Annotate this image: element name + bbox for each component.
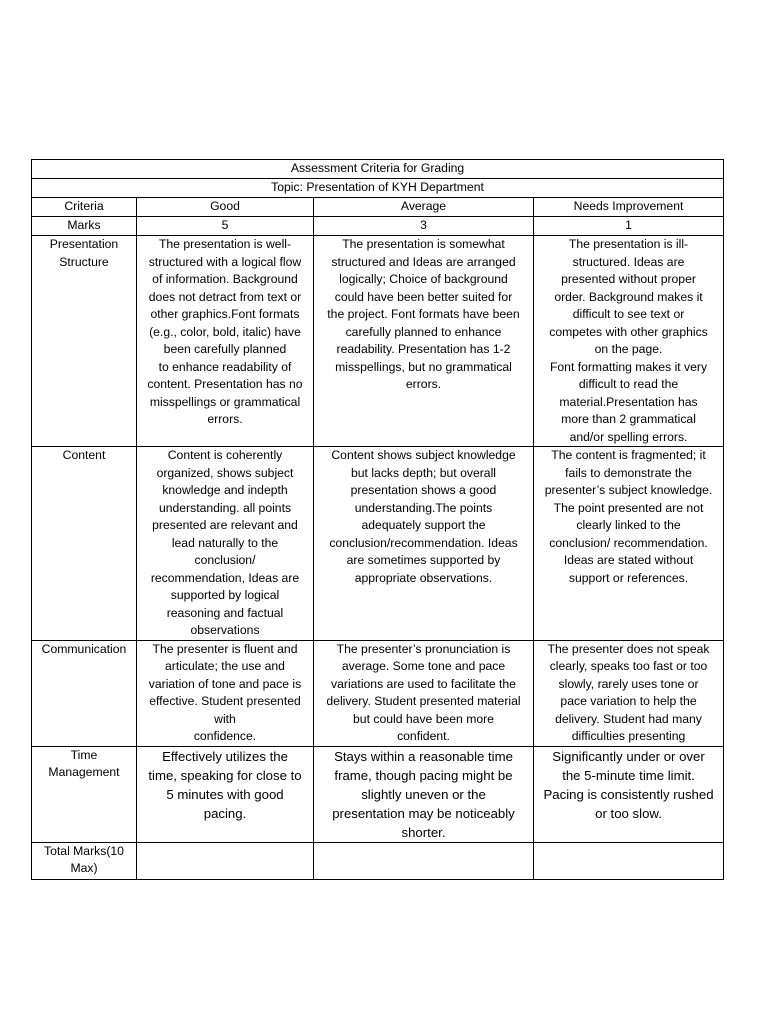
criteria-cell	[32, 746, 137, 842]
text-line: Effectively utilizes the	[162, 748, 288, 764]
header-needs-improvement: Needs Improvement	[534, 198, 724, 217]
text-line: Communication	[41, 641, 127, 656]
text-line: organized, shows subject	[156, 465, 294, 480]
text-line: time, speaking for close to	[148, 767, 302, 783]
needs-improvement-description	[534, 640, 724, 746]
average-description	[314, 236, 534, 447]
text-line: content. Presentation has no	[147, 377, 303, 391]
total-needs-improvement-cell	[534, 842, 724, 879]
text-line: the project. Font formats have been	[327, 307, 520, 321]
text-line: The presenter is fluent and	[152, 641, 298, 656]
row-time-management	[32, 746, 724, 842]
text-line: presented without proper	[561, 272, 696, 286]
text-line: errors.	[405, 377, 442, 391]
text-line: Total Marks(10	[44, 843, 124, 858]
text-line: observations	[190, 623, 260, 637]
text-line: clearly linked to the	[576, 518, 681, 532]
text-line: reasoning and factual	[166, 605, 284, 620]
text-line: fails to demonstrate the	[565, 465, 692, 480]
text-line: The presenter does not speak	[547, 641, 710, 656]
text-line: Presentation	[49, 237, 119, 251]
text-line: variations are used to facilitate the	[331, 676, 516, 691]
text-line: of information. Background	[152, 272, 298, 286]
marks-average: 3	[314, 217, 534, 236]
marks-label: Marks	[32, 217, 137, 236]
text-line: Structure	[59, 254, 109, 269]
needs-improvement-description	[534, 746, 724, 842]
header-criteria: Criteria	[32, 198, 137, 217]
marks-needs-improvement: 1	[534, 217, 724, 236]
text-line: conclusion/	[194, 553, 256, 567]
text-line: Stays within a reasonable time	[334, 748, 513, 764]
total-marks-label	[32, 842, 137, 879]
topic-row	[32, 179, 724, 198]
text-line: Pacing is consistently rushed	[543, 786, 714, 802]
text-line: Significantly under or over	[552, 748, 705, 764]
text-line: presented are relevant and	[152, 518, 298, 532]
text-line: supported by logical	[170, 588, 280, 602]
text-line: on the page.	[594, 342, 663, 356]
text-line: structured and Ideas are arranged	[331, 254, 516, 269]
row-content	[32, 447, 724, 641]
text-line: Max)	[70, 861, 98, 875]
text-line: frame, though pacing might be	[334, 767, 513, 783]
text-line: The presentation is somewhat	[342, 237, 505, 251]
text-line: Content	[62, 448, 106, 462]
marks-row	[32, 217, 724, 236]
text-line: 5 minutes with good	[166, 786, 284, 802]
text-line: Ideas are stated without	[563, 553, 694, 567]
good-description	[137, 746, 314, 842]
total-good-cell	[137, 842, 314, 879]
text-line: shorter.	[401, 824, 446, 840]
row-communication	[32, 640, 724, 746]
text-line: difficult to see text or	[572, 307, 685, 321]
text-line: Time	[70, 747, 98, 762]
text-line: average. Some tone and pace	[341, 659, 506, 673]
text-line: Content shows subject knowledge	[331, 448, 516, 462]
text-line: Font formatting makes it very	[549, 359, 708, 374]
text-line: understanding. all points	[158, 500, 292, 515]
text-line: pacing.	[203, 805, 247, 821]
text-line: material.Presentation has	[559, 394, 698, 409]
text-line: conclusion/ recommendation.	[549, 535, 708, 550]
text-line: variation of tone and pace is	[148, 676, 302, 691]
text-line: delivery. Student presented material	[326, 694, 521, 708]
text-line: misspellings, but no grammatical	[335, 359, 512, 374]
good-description	[137, 447, 314, 641]
text-line: more than 2 grammatical	[561, 412, 696, 426]
text-line: readability. Presentation has 1-2	[336, 342, 511, 356]
text-line: delivery. Student had many	[555, 711, 702, 726]
total-average-cell	[314, 842, 534, 879]
marks-good: 5	[137, 217, 314, 236]
text-line: effective. Student presented	[149, 694, 301, 708]
text-line: Management	[48, 765, 120, 779]
row-presentation-structure	[32, 236, 724, 447]
text-line: clearly, speaks too fast or too	[549, 659, 708, 673]
text-line: carefully planned to enhance	[345, 324, 502, 339]
text-line: does not detract from text or	[148, 289, 302, 304]
text-line: articulate; the use and	[165, 659, 285, 673]
text-line: The presentation is ill-	[568, 237, 689, 251]
title-row	[32, 160, 724, 179]
table-title: Assessment Criteria for Grading	[32, 160, 724, 179]
assessment-rubric-table	[31, 159, 724, 880]
text-line: lead naturally to the	[171, 535, 279, 550]
text-line: The point presented are not	[553, 500, 704, 515]
criteria-cell	[32, 236, 137, 447]
text-line: logically; Choice of background	[339, 272, 508, 286]
header-average: Average	[314, 198, 534, 217]
text-line: The presenter’s pronunciation is	[336, 641, 511, 656]
text-line: pace variation to help the	[560, 694, 697, 708]
average-description	[314, 640, 534, 746]
text-line: competes with other graphics	[549, 324, 708, 339]
text-line: but lacks depth; but overall	[351, 465, 496, 480]
text-line: The presentation is well-	[158, 237, 292, 251]
text-line: with	[214, 711, 236, 726]
text-line: order. Background makes it	[554, 289, 703, 304]
text-line: conclusion/recommendation. Ideas	[329, 535, 518, 550]
text-line: presentation shows a good	[350, 483, 497, 497]
text-line: to enhance readability of	[158, 359, 292, 374]
text-line: are sometimes supported by	[346, 553, 501, 567]
text-line: difficulties presenting	[571, 729, 686, 743]
text-line: structured. Ideas are	[572, 254, 685, 269]
average-description	[314, 447, 534, 641]
text-line: slightly uneven or the	[361, 786, 486, 802]
header-row	[32, 198, 724, 217]
text-line: The content is fragmented; it	[551, 448, 706, 462]
text-line: Content is coherently	[167, 448, 283, 462]
text-line: errors.	[207, 412, 243, 426]
text-line: difficult to read the	[578, 377, 679, 391]
text-line: slowly, rarely uses tone or	[558, 676, 699, 691]
average-description	[314, 746, 534, 842]
criteria-cell	[32, 640, 137, 746]
good-description	[137, 236, 314, 447]
text-line: (e.g., color, bold, italic) have	[149, 324, 301, 339]
text-line: structured with a logical flow	[148, 254, 302, 269]
row-total-marks	[32, 842, 724, 879]
header-good: Good	[137, 198, 314, 217]
text-line: or too slow.	[595, 805, 662, 821]
text-line: and/or spelling errors.	[569, 429, 688, 444]
text-line: misspellings or grammatical	[149, 394, 301, 409]
text-line: been carefully planned	[163, 342, 287, 356]
needs-improvement-description	[534, 236, 724, 447]
text-line: other graphics.Font formats	[150, 307, 300, 321]
text-line: the 5-minute time limit.	[562, 767, 695, 783]
table-topic: Topic: Presentation of KYH Department	[32, 179, 724, 198]
needs-improvement-description	[534, 447, 724, 641]
good-description	[137, 640, 314, 746]
text-line: presentation may be noticeably	[332, 805, 515, 821]
text-line: appropriate observations.	[354, 570, 493, 585]
text-line: could have been better suited for	[334, 289, 513, 304]
text-line: knowledge and indepth	[162, 483, 288, 497]
text-line: understanding.The points	[354, 500, 493, 515]
text-line: confident.	[397, 729, 450, 743]
text-line: recommendation, Ideas are	[150, 570, 300, 585]
text-line: adequately support the	[361, 518, 486, 532]
text-line: but could have been more	[353, 711, 494, 726]
text-line: support or references.	[568, 570, 689, 585]
text-line: presenter’s subject knowledge.	[544, 483, 713, 497]
criteria-cell	[32, 447, 137, 641]
text-line: confidence.	[193, 729, 257, 743]
